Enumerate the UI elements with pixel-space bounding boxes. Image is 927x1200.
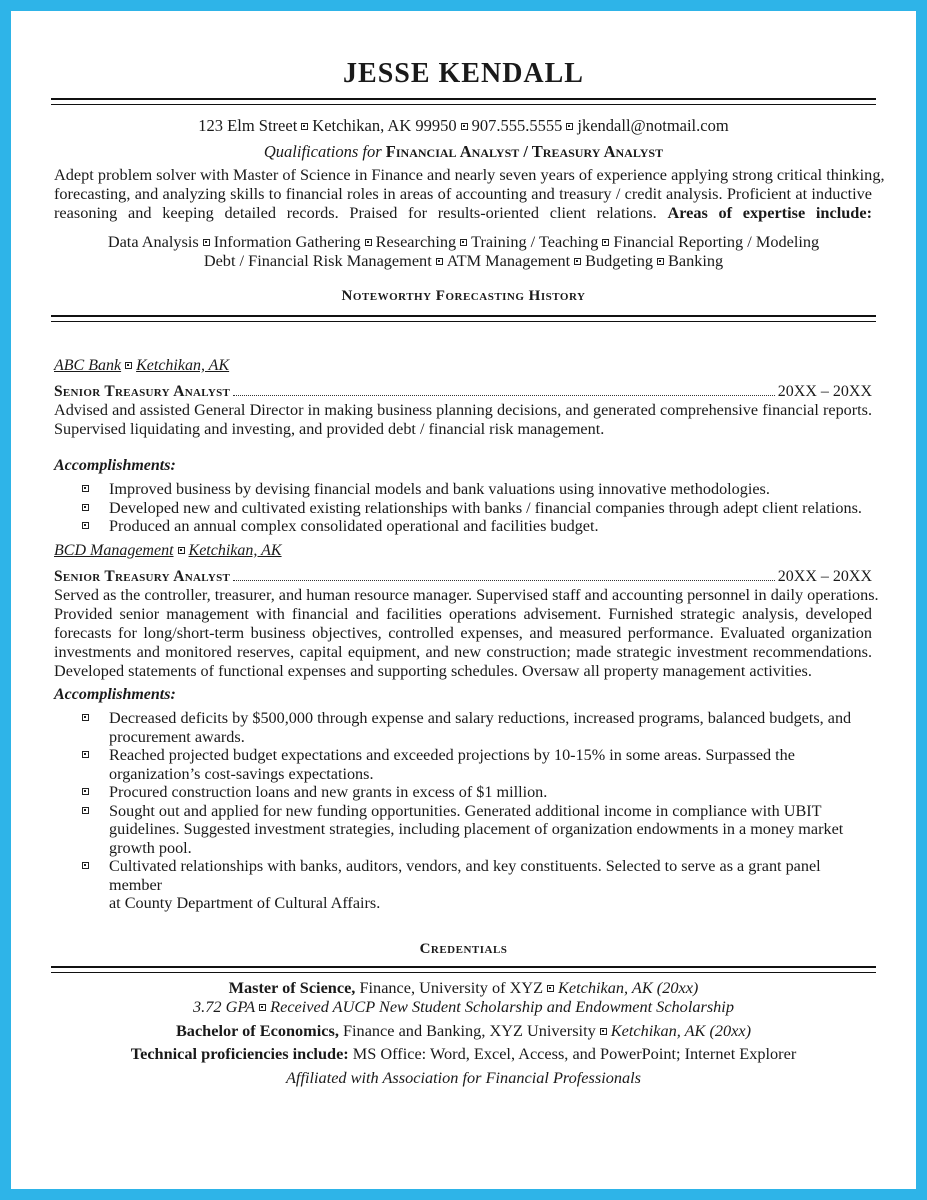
- list-item: Developed new and cultivated existing relationships with banks / financial companies through adept client relations.: [54, 499, 872, 518]
- list-item: Reached projected budget expectations and exceeded projections by 10-15% in some areas. Surpassed the organization’s cost-savings expectations.: [54, 746, 872, 783]
- expertise-item: Training / Teaching: [471, 232, 599, 251]
- job-description: [54, 586, 879, 681]
- bullet-icon: [82, 751, 89, 758]
- credential-degree-1: Master of Science, Finance, University of XYZ Ketchikan, AK (20xx): [228, 978, 699, 997]
- section-rule-top: [51, 315, 876, 317]
- resume-page: [11, 11, 916, 1189]
- job-title: Senior Treasury Analyst: [54, 383, 231, 400]
- expertise-label: Areas of expertise include:: [667, 203, 872, 222]
- separator-icon: [657, 258, 664, 265]
- expertise-item: Budgeting: [585, 251, 653, 270]
- summary-paragraph: [54, 165, 885, 222]
- qualifications-title: Financial Analyst / Treasury Analyst: [385, 142, 664, 161]
- list-item: Procured construction loans and new grants in excess of $1 million.: [54, 783, 872, 802]
- expertise-row: [11, 251, 916, 270]
- credential-degree-2: Bachelor of Economics, Finance and Banking, XYZ University Ketchikan, AK (20xx): [175, 1021, 752, 1040]
- qualifications-line: [11, 142, 916, 162]
- expertise-item: Financial Reporting / Modeling: [613, 232, 820, 251]
- expertise-item: Information Gathering: [213, 232, 361, 251]
- candidate-name: JESSE KENDALL: [343, 58, 584, 89]
- accomplishments-heading: Accomplishments:: [54, 686, 176, 703]
- employer-heading: [54, 356, 229, 375]
- bullet-icon: [82, 788, 89, 795]
- description-line: Advised and assisted General Director in making business planning decisions, and generated comprehensive financial reports.: [54, 401, 872, 419]
- section-title-credentials: Credentials: [419, 941, 508, 957]
- separator-icon: [301, 123, 308, 130]
- qualifications-prefix: Qualifications for: [263, 142, 382, 161]
- accomplishments-heading: Accomplishments:: [54, 457, 176, 474]
- separator-icon: [600, 1028, 607, 1035]
- job-title: Senior Treasury Analyst: [54, 568, 231, 585]
- employer-location: Ketchikan, AK: [188, 542, 282, 559]
- credential-affiliation: Affiliated with Association for Financial Professionals: [285, 1068, 642, 1087]
- credential-awards: 3.72 GPA Received AUCP New Student Scholarship and Endowment Scholarship: [193, 997, 734, 1016]
- description-line: Provided senior management with financial and facilities operations advisement. Furnished strategic analysis, developed: [54, 605, 872, 623]
- separator-icon: [602, 239, 609, 246]
- job-dates: 20XX – 20XX: [777, 383, 872, 400]
- section-title-history: Noteworthy Forecasting History: [341, 288, 586, 304]
- separator-icon: [461, 123, 468, 130]
- bullet-icon: [82, 807, 89, 814]
- separator-icon: [125, 362, 132, 369]
- list-item: Produced an annual complex consolidated operational and facilities budget.: [54, 517, 872, 536]
- summary-line: reasoning and keeping detailed records. Praised for results-oriented client relations. Areas of expertise include:: [54, 203, 872, 222]
- job-title-line: [54, 567, 872, 586]
- description-line: investments and monitored reserves, capital equipment, and new construction; made strategic investment recommendations.: [54, 643, 872, 661]
- contact-line: [11, 116, 916, 136]
- bullet-icon: [82, 862, 89, 869]
- expertise-list: [11, 232, 916, 270]
- credential-tech: Technical proficiencies include: MS Office: Word, Excel, Access, and PowerPoint; Internet Explorer: [130, 1044, 797, 1063]
- expertise-item: ATM Management: [446, 251, 571, 270]
- employer-heading: [54, 541, 282, 560]
- bullet-icon: [82, 714, 89, 721]
- employer-name: ABC Bank: [54, 357, 122, 374]
- separator-icon: [566, 123, 573, 130]
- separator-icon: [436, 258, 443, 265]
- contact-city: Ketchikan, AK 99950: [312, 116, 457, 135]
- bullet-icon: [82, 504, 89, 511]
- separator-icon: [178, 547, 185, 554]
- list-item: Cultivated relationships with banks, auditors, vendors, and key constituents. Selected to serve as a grant panel member at County Department of Cultural Affairs.: [54, 857, 872, 913]
- list-item: Improved business by devising financial models and bank valuations using innovative methodologies.: [54, 480, 872, 499]
- description-line: Served as the controller, treasurer, and human resource manager. Supervised staff and accounting personnel in daily operations.: [54, 586, 879, 604]
- contact-phone: 907.555.5555: [471, 116, 563, 135]
- summary-line: forecasting, and analyzing skills to financial roles in areas of accounting and treasury / credit analysis. Proficient at inductive: [54, 184, 872, 203]
- header-rule-top: [51, 98, 876, 100]
- separator-icon: [574, 258, 581, 265]
- separator-icon: [203, 239, 210, 246]
- expertise-item: Data Analysis: [107, 232, 199, 251]
- bullet-icon: [82, 485, 89, 492]
- dot-leader: [233, 580, 775, 581]
- expertise-item: Debt / Financial Risk Management: [203, 251, 432, 270]
- contact-email: jkendall@notmail.com: [577, 116, 729, 135]
- description-line: Supervised liquidating and investing, and provided debt / financial risk management.: [54, 420, 605, 438]
- list-item: Sought out and applied for new funding opportunities. Generated additional income in compliance with UBIT guidelines. Suggested investment strategies, including placement of organization endowments in a money market growth pool.: [54, 802, 872, 858]
- separator-icon: [460, 239, 467, 246]
- contact-street: 123 Elm Street: [198, 116, 298, 135]
- description-line: forecasts for long/short-term business objectives, controlled expenses, and measured performance. Evaluated organization: [54, 624, 872, 642]
- separator-icon: [547, 985, 554, 992]
- employer-name: BCD Management: [54, 542, 174, 559]
- summary-line: Adept problem solver with Master of Science in Finance and nearly seven years of experience applying strong critical thinking,: [54, 165, 885, 184]
- expertise-item: Researching: [375, 232, 457, 251]
- dot-leader: [233, 395, 775, 396]
- employer-location: Ketchikan, AK: [136, 357, 230, 374]
- header-rule-bottom: [51, 104, 876, 105]
- separator-icon: [259, 1004, 266, 1011]
- section-rule-bottom: [51, 321, 876, 322]
- section-rule-top: [51, 966, 876, 968]
- accomplishments-list: [54, 480, 872, 536]
- accomplishments-list: [54, 709, 872, 913]
- separator-icon: [365, 239, 372, 246]
- job-dates: 20XX – 20XX: [777, 568, 872, 585]
- list-item: Decreased deficits by $500,000 through expense and salary reductions, increased programs, balanced budgets, and procurement awards.: [54, 709, 872, 746]
- job-description: [54, 401, 872, 439]
- job-title-line: [54, 382, 872, 401]
- expertise-item: Banking: [668, 251, 724, 270]
- bullet-icon: [82, 522, 89, 529]
- section-rule-bottom: [51, 972, 876, 973]
- description-line: Developed statements of functional expenses and supporting schedules. Oversaw all property management activities.: [54, 662, 812, 680]
- expertise-row: [11, 232, 916, 251]
